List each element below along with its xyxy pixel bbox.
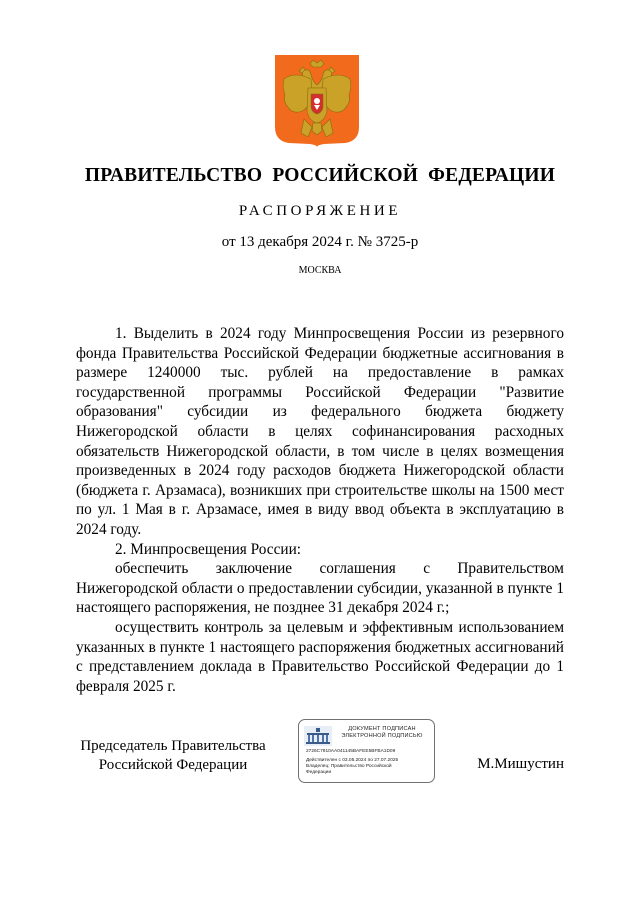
document-body [76, 324, 564, 696]
document-type: РАСПОРЯЖЕНИЕ [238, 203, 402, 219]
signer-position-line-1: Председатель Правительства [80, 738, 266, 754]
stamp-certificate: 2726C7910AA041145BAFEE5BFBA1D09 [306, 749, 396, 754]
government-building-icon [304, 726, 332, 746]
electronic-signature-stamp [298, 719, 435, 783]
stamp-heading-line-2: ЭЛЕКТРОННОЙ ПОДПИСЬЮ [341, 733, 423, 740]
paragraph-3: обеспечить заключение соглашения с Правительством Нижегородской области о предоставлении субсидии, указанной в пункте 1 настоящего распоряжения, не позднее 31 декабря 2024 г.; [76, 560, 564, 617]
coat-of-arms-icon [275, 55, 359, 147]
government-title: ПРАВИТЕЛЬСТВО РОССИЙСКОЙ ФЕДЕРАЦИИ [84, 165, 556, 186]
paragraph-2: 2. Минпросвещения России: [115, 540, 302, 558]
signer-position-line-2: Российской Федерации [98, 757, 248, 773]
paragraph-1: 1. Выделить в 2024 году Минпросвещения России из резервного фонда Правительства Российской Федерации бюджетные ассигнования в размере 1240000 тыс. рублей на предоставление в рамках государственной программы Российской Федерации "Развитие образования" субсидии из федерального бюджета бюджету Нижегородской области в целях софинансирования расходных обязательств Нижегородской области, в том числе в целях возмещения произведенных в 2024 году расходов бюджета Нижегородской области (бюджета г. Арзамаса), возникших при строительстве школы на 1500 мест по ул. 1 Мая в г. Арзамасе, имея в виду ввод объекта в эксплуатацию в 2024 году. [76, 325, 564, 538]
stamp-validity: Действителен с 03.05.2024 по 27.07.2025 [306, 758, 399, 763]
signer-position [76, 737, 270, 775]
signer-name: М.Мишустин [477, 756, 564, 772]
stamp-heading-line-1: ДОКУМЕНТ ПОДПИСАН [348, 726, 416, 732]
stamp-owner-line-2: Федерации [306, 770, 332, 775]
stamp-heading [333, 726, 431, 740]
document-date-number: от 13 декабря 2024 г. № 3725-р [221, 234, 419, 250]
document-city: МОСКВА [298, 265, 342, 276]
stamp-owner-line-1: Владелец: Правительство Российской [306, 764, 392, 769]
paragraph-4: осуществить контроль за целевым и эффективным использованием указанных в пункте 1 настоящего распоряжения бюджетных ассигнований с представлением доклада в Правительство Российской Федерации до 1 февраля 2025 г. [76, 618, 564, 695]
